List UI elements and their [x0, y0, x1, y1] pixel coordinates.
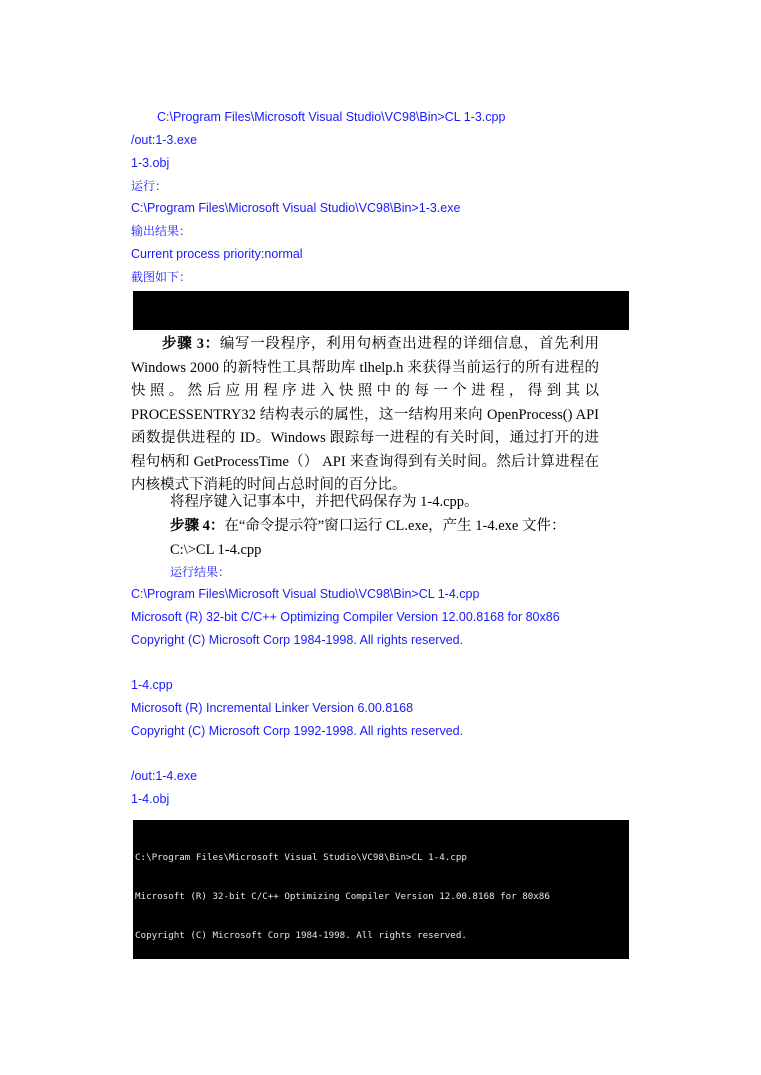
console-screenshot-2 — [133, 820, 629, 959]
command-line: C:\>CL 1-4.cpp — [170, 542, 262, 558]
step3-text: 编写一段程序，利用句柄查出进程的详细信息，首先利用 Windows 2000 的新特性工具帮助库 tlhelp.h 来获得当前运行的所有进程的快照。然后应用程序进入快照中的每一个进程，得到其以 PROCESSENTRY32 结构表示的属性，这一结构用来向 OpenProcess() API 函数提供进程的 ID。Windows 跟踪每一进程的有关时间，通过打开的进程句柄和 GetProcessTime（） API 来查询得到有关时间。然后计算进程在内核模式下消耗的时间占总时间的百分比。 — [131, 336, 600, 493]
obj-line-2: 1-4.obj — [131, 792, 170, 806]
compiler-copyright-line: Copyright (C) Microsoft Corp 1984-1998. All rights reserved. — [131, 633, 464, 647]
console-line: C:\Program Files\Microsoft Visual Studio\VC98\Bin>CL 1-4.cpp — [135, 852, 467, 863]
linker-copyright-line: Copyright (C) Microsoft Corp 1992-1998. All rights reserved. — [131, 724, 464, 738]
output-line: Current process priority:normal — [131, 247, 303, 261]
linker-version-line: Microsoft (R) Incremental Linker Version 6.00.8168 — [131, 701, 414, 715]
step4-line — [170, 515, 565, 538]
console-line — [137, 328, 629, 330]
output-label: 输出结果： — [131, 224, 192, 238]
out-exe-line: /out:1-3.exe — [131, 133, 198, 147]
obj-line: 1-3.obj — [131, 156, 170, 170]
console-screenshot-1 — [133, 291, 629, 330]
console-line: Copyright (C) Microsoft Corp 1984-1998. All rights reserved. — [135, 930, 467, 941]
step3-label: 步骤 3： — [162, 336, 220, 352]
compile-command-line: C:\Program Files\Microsoft Visual Studio\VC98\Bin>CL 1-3.cpp — [157, 110, 506, 124]
save-note: 将程序键入记事本中，并把代码保存为 1-4.cpp。 — [170, 494, 479, 510]
step4-label: 步骤 4： — [170, 518, 225, 534]
run-label: 运行： — [131, 179, 168, 193]
step3-paragraph — [131, 333, 599, 498]
step4-text: 在“命令提示符”窗口运行 CL.exe，产生 1-4.exe 文件： — [224, 518, 566, 534]
compiler-version-line: Microsoft (R) 32-bit C/C++ Optimizing Compiler Version 12.00.8168 for 80x86 — [131, 610, 560, 624]
compile-command-line-2: C:\Program Files\Microsoft Visual Studio\VC98\Bin>CL 1-4.cpp — [131, 587, 480, 601]
screenshot-label: 截图如下： — [131, 270, 192, 284]
console-line: Microsoft (R) 32-bit C/C++ Optimizing Compiler Version 12.00.8168 for 80x86 — [135, 891, 550, 902]
run-result-label: 运行结果： — [170, 565, 231, 579]
cpp-file-line: 1-4.cpp — [131, 678, 173, 692]
run-command-line: C:\Program Files\Microsoft Visual Studio\VC98\Bin>1-3.exe — [131, 201, 461, 215]
out-exe-line-2: /out:1-4.exe — [131, 769, 198, 783]
